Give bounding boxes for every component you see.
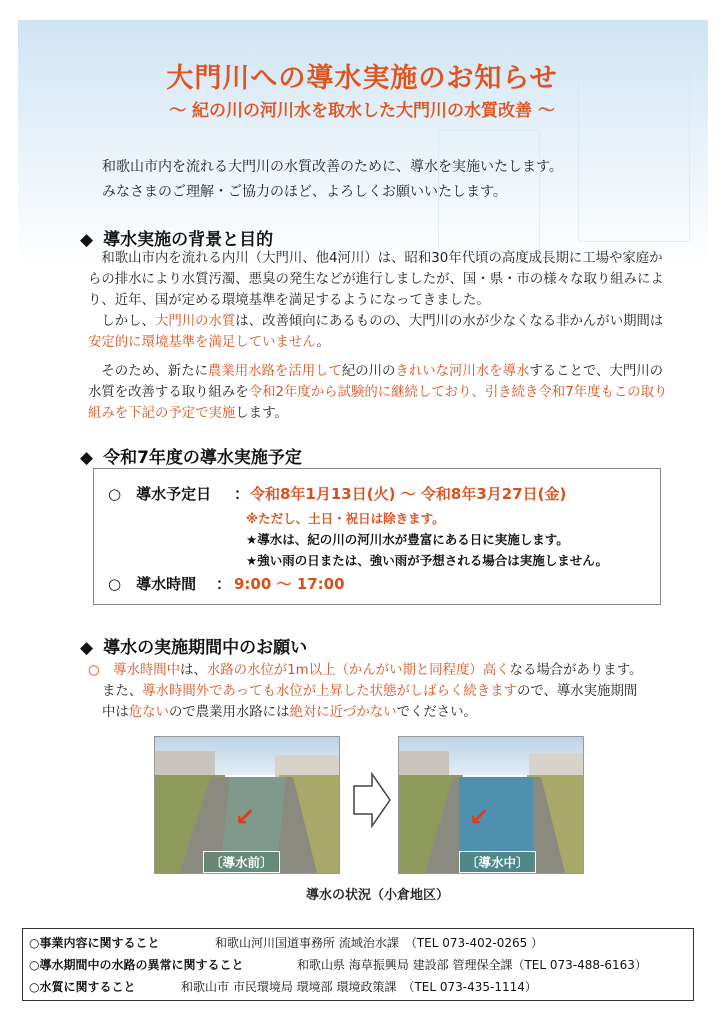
text: は、改善傾向にあるものの、大門川の水が少なくなる非かんがい期間は [235,314,664,329]
schedule-date-value: 令和8年1月13日(火) ～ 令和8年3月27日(金) [250,485,567,503]
text: 中は [102,705,129,720]
highlight-text: 導水時間中 [113,663,181,678]
heading-text: 令和7年度の導水実施予定 [103,448,302,468]
text: また、 [102,684,143,699]
photo-building [275,755,339,777]
paragraph-line [88,681,688,702]
text: は、 [180,663,207,678]
highlight-text: 導水時間外であっても水位が上昇した状態がしばらく続きます [142,684,517,699]
schedule-date-label: ○ 導水予定日 [108,485,212,503]
photo-after-label: 〔導水中〕 [459,851,536,873]
highlight-text: 農業用水路を活用して [207,364,342,379]
schedule-time-value: 9:00 ～ 17:00 [234,575,345,593]
highlight-text: 絶対に近づかない [289,705,397,720]
contact-box [22,928,694,1001]
text: 。 [316,335,330,350]
photo-after [398,736,584,874]
diamond-icon: ◆ [80,448,94,468]
text: でください。 [396,705,477,720]
section-heading-request [80,633,307,658]
contact-row [29,934,543,951]
schedule-note: ★導水は、紀の川の河川水が豊富にある日に実施します。 [246,532,569,547]
diamond-icon: ◆ [80,230,94,250]
text: ので農業用水路には [168,705,290,720]
highlight-text: 令和2年度から試験的に継続しており、引き続き令和7年度もこの取り組みを下記の予定で実施 [88,385,668,421]
paragraph [88,311,668,353]
text: 紀の川の [341,364,396,379]
schedule-note: ★強い雨の日または、強い雨が予想される場合は実施しません。 [246,553,608,568]
highlight-text: 水路の水位が1m以上（かんがい期と同程度）高く [206,663,510,678]
photo-before-label: 〔導水前〕 [203,851,280,873]
text: します。 [235,406,288,421]
request-paragraph [88,660,688,723]
contact-topic: ○事業内容に関すること [29,936,160,950]
heading-text: 導水の実施期間中のお願い [103,638,308,658]
highlight-text: 安定的に環境基準を満足していません [88,335,317,350]
text: することで、大門川の水質を改善する取り組みを [88,364,663,400]
red-arrow-icon: ↙ [469,803,490,831]
intro-line: みなさまのご理解・ご協力のほど、よろしくお願いいたします。 [102,184,507,200]
background-paragraphs [88,248,668,424]
section-heading-background [80,225,273,250]
contact-org: 和歌山河川国道事務所 流域治水課 （TEL 073-402-0265 ） [215,936,544,950]
intro-line: 和歌山市内を流れる大門川の水質改善のために、導水を実施いたします。 [102,159,563,175]
highlight-text: きれいな河川水を導水 [395,364,530,379]
contact-topic: ○水質に関すること [29,980,136,994]
bullet-icon: ○ [88,663,100,678]
colon: ： [234,485,250,503]
text: ので、導水実施期間 [516,684,638,699]
paragraph: 和歌山市内を流れる内川（大門川、他4河川）は、昭和30年代頃の高度成長期に工場や家庭からの排水により水質汚濁、悪臭の発生などが進行しましたが、国・県・市の様々な取り組みにより、近年、国が定める環境基準を満足するようになってきました。 [88,251,664,308]
contact-org: 和歌山市 市民環境局 環境部 環境政策課 （TEL 073-435-1114） [181,980,537,994]
page-title: 大門川への導水実施のお知らせ [166,63,558,94]
photo-before [154,736,340,874]
schedule-note: ※ただし、土日・祝日は除きます。 [246,511,445,526]
section-heading-schedule [80,443,302,468]
colon: ： [216,575,232,593]
contact-row [29,978,537,995]
schedule-time-label: ○ 導水時間 [108,575,197,593]
photo-building [155,751,215,777]
text: そのため、新たに [101,364,208,379]
photo-caption: 導水の状況（小倉地区） [306,888,450,903]
photo-building [529,753,583,777]
right-arrow-icon [352,770,392,830]
contact-row [29,956,647,973]
highlight-text: 大門川の水質 [154,314,236,329]
contact-org: 和歌山県 海草振興局 建設部 管理保全課（TEL 073-488-6163） [297,958,647,972]
diamond-icon: ◆ [80,638,94,658]
highlight-text: 危ない [128,705,169,720]
heading-text: 導水実施の背景と目的 [103,230,274,250]
schedule-box [93,468,661,605]
paragraph [88,361,668,424]
paragraph-line [88,702,688,723]
paragraph-line [88,660,688,681]
text: なる場合があります。 [509,663,643,678]
photo-building [399,751,449,775]
text: しかし、 [101,314,155,329]
page-subtitle: ～ 紀の川の河川水を取水した大門川の水質改善 ～ [169,101,555,121]
red-arrow-icon: ↙ [235,803,256,831]
contact-topic: ○導水期間中の水路の異常に関すること [29,958,244,972]
